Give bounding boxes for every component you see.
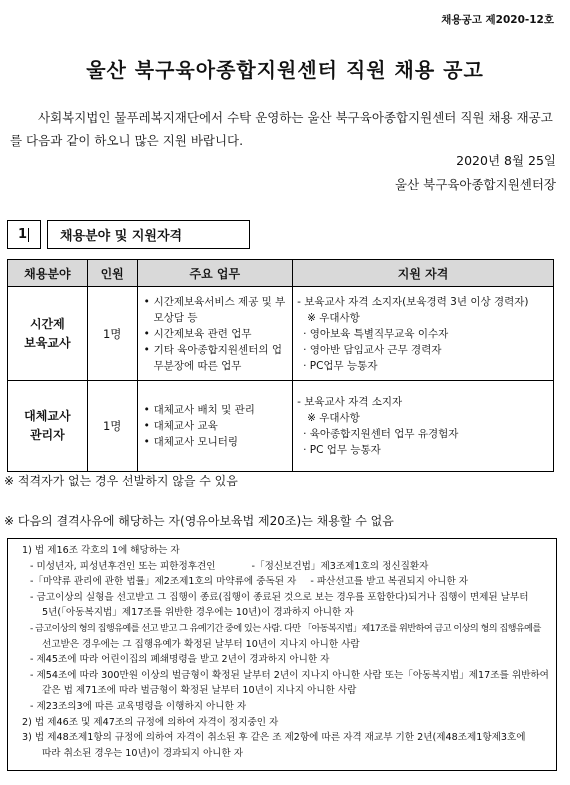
reason-text: - 미성년자, 피성년후견인 또는 피한정후견인 xyxy=(30,560,216,572)
qualifications-cell xyxy=(293,381,554,472)
reason-line: 2) 법 제46조 및 제47조의 규정에 의하여 자격이 정지중인 자 xyxy=(22,716,279,728)
qualification-line: · 육아종합지원센터 업무 유경험자 xyxy=(303,428,459,440)
reason-line: 5년(「아동복지법」제17조를 위반한 경우에는 10년)이 경과하지 아니한 자 xyxy=(42,607,354,619)
page-title: 울산 북구육아종합지원센터 직원 채용 공고 xyxy=(86,58,484,82)
notice-date: 2020년 8월 25일 xyxy=(456,153,556,168)
section-title-box xyxy=(47,220,250,249)
note-disqualification: ※ 다음의 결격사유에 해당하는 자(영유아보육법 제20조)는 채용할 수 없음 xyxy=(4,514,394,528)
count-cell: 1명 xyxy=(87,381,137,472)
reason-text: -「마약류 관리에 관한 법률」제2조제1호의 마약류에 중독된 자 xyxy=(30,576,297,588)
qualification-line: - 보육교사 자격 소지자(보육경력 3년 이상 경력자) xyxy=(297,295,529,308)
reason-line xyxy=(22,559,550,575)
qualification-line: · PC업무 능통자 xyxy=(303,359,378,372)
duty-item: • 기타 육아종합지원센터의 업무분장에 따른 업무 xyxy=(154,342,293,374)
qualifications-cell xyxy=(293,287,554,381)
table-row xyxy=(8,381,554,472)
duty-item: • 대체교사 교육 xyxy=(154,418,293,434)
qualification-line: · 영아보육 특별직무교육 이수자 xyxy=(303,327,449,340)
text-cursor xyxy=(28,228,29,242)
intro-paragraph: 사회복지법인 물푸레복지재단에서 수탁 운영하는 울산 북구육아종합지원센터 직원 채용 재공고를 다음과 같이 하오니 많은 지원 바랍니다. xyxy=(10,110,553,148)
reason-line xyxy=(22,574,550,590)
reason-line: - 제23조의3에 따른 교육명령을 이행하지 아니한 자 xyxy=(30,700,247,712)
header-duties: 주요 업무 xyxy=(137,260,293,287)
section-number: 1 xyxy=(18,227,28,242)
duties-cell xyxy=(137,381,293,472)
qualification-line: ※ 우대사항 xyxy=(307,311,360,324)
qualification-line: · 영아반 담임교사 근무 경력자 xyxy=(303,343,442,356)
qualification-line: ※ 우대사항 xyxy=(307,412,360,424)
section-title: 채용분야 및 지원자격 xyxy=(60,229,183,244)
header-count: 인원 xyxy=(87,260,137,287)
duty-item: • 시간제보육서비스 제공 및 부모상담 등 xyxy=(154,294,293,326)
field-cell xyxy=(8,381,88,472)
recruitment-table xyxy=(7,259,554,472)
table-row xyxy=(8,287,554,381)
note-no-candidate: ※ 적격자가 없는 경우 선발하지 않을 수 있음 xyxy=(4,474,238,488)
field-label: 보육교사 xyxy=(24,335,71,350)
reason-text: -「정신보건법」제3조제1호의 정신질환자 xyxy=(251,560,429,572)
field-label: 대체교사 xyxy=(24,409,71,423)
reason-line: 선고받은 경우에는 그 집행유예가 확정된 날부터 10년이 지나지 아니한 사람 xyxy=(42,638,360,650)
reason-line: - 제45조에 따라 어린이집의 폐쇄명령을 받고 2년이 경과하지 아니한 자 xyxy=(30,654,330,666)
reason-line: 따라 취소된 경우는 10년)이 경과되지 아니한 자 xyxy=(42,747,244,759)
field-cell xyxy=(8,287,88,381)
duties-cell xyxy=(137,287,293,381)
reason-line: 1) 법 제16조 각호의 1에 해당하는 자 xyxy=(22,545,180,556)
count-cell: 1명 xyxy=(87,287,137,381)
disqualification-box xyxy=(7,538,557,771)
reason-text: - 파산선고를 받고 복권되지 아니한 자 xyxy=(310,576,469,588)
field-label: 관리자 xyxy=(29,428,65,442)
header-qualifications: 지원 자격 xyxy=(293,260,554,287)
reason-line: - 금고이상의 형의 집행유예를 선고 받고 그 유예기간 중에 있는 사람. 다만 「아동복지법」제17조를 위반하여 금고 이상의 형의 집행유예를 xyxy=(30,622,541,634)
organization-name: 울산 북구육아종합지원센터장 xyxy=(395,177,556,192)
reason-line: - 금고이상의 실형을 선고받고 그 집행이 종료(집행이 종료된 것으로 보는 경우를 포함한다)되거나 집행이 면제된 날부터 xyxy=(30,591,529,603)
reason-line: - 제54조에 따라 300만원 이상의 벌금형이 확정된 날부터 2년이 지나지 아니한 사람 또는「아동복지법」제17조를 위반하여 xyxy=(30,669,549,681)
table-header-row xyxy=(8,260,554,287)
header-field: 채용분야 xyxy=(8,260,88,287)
qualification-line: - 보육교사 자격 소지자 xyxy=(297,396,403,408)
notice-number: 채용공고 제2020-12호 xyxy=(441,14,554,26)
section-number-box xyxy=(7,220,41,249)
reason-line: 같은 법 제71조에 따라 벌금형이 확정된 날부터 10년이 지나지 아니한 사람 xyxy=(42,685,357,697)
duty-item: • 대체교사 배치 및 관리 xyxy=(154,402,293,418)
qualification-line: · PC 업무 능통자 xyxy=(303,444,381,456)
duty-item: • 시간제보육 관련 업무 xyxy=(154,326,293,342)
duty-item: • 대체교사 모니터링 xyxy=(154,434,293,450)
field-label: 시간제 xyxy=(29,316,65,331)
reason-line: 3) 법 제48조제1항의 규정에 의하여 자격이 취소된 후 같은 조 제2항에 따른 자격 재교부 기한 2년(제48조제1항제3호에 xyxy=(22,732,526,744)
